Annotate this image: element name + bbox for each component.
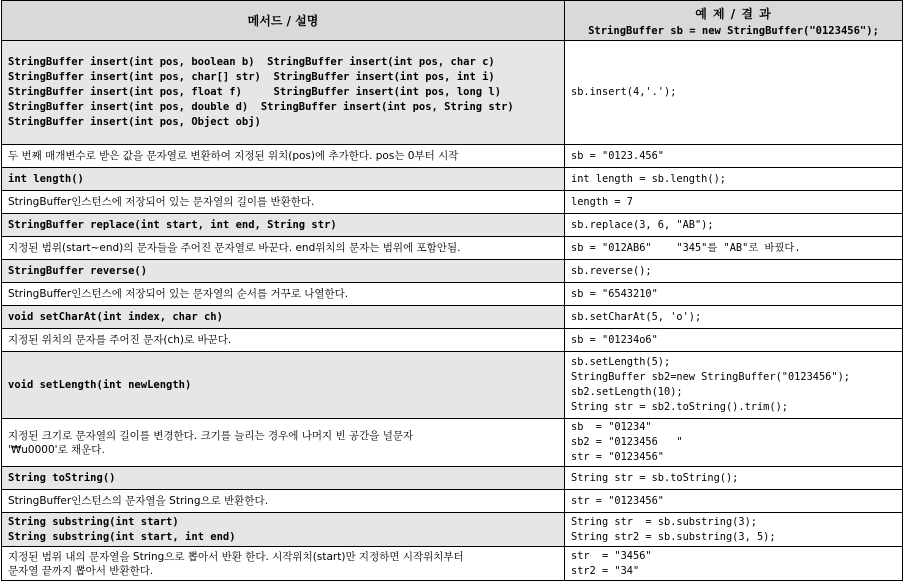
example-code-line: sb.reverse(); [571, 264, 652, 277]
method-signature [2, 214, 565, 237]
example-result-line: str = "3456" [571, 549, 652, 562]
example-code-line: String str2 = sb.substring(3, 5); [571, 530, 776, 543]
example-result-line: str = "0123456" [571, 494, 664, 507]
method-signature [2, 260, 565, 283]
header-example-result [565, 1, 903, 41]
method-signature-line: String substring(int start, int end) [8, 530, 236, 543]
method-description [2, 191, 565, 214]
method-signature-line: StringBuffer reverse() [8, 264, 148, 277]
example-result-line: str2 = "34" [571, 564, 640, 577]
example-code-line: int length = sb.length(); [571, 172, 726, 185]
example-result [565, 191, 903, 214]
description-row [2, 547, 903, 581]
method-row [2, 352, 903, 419]
example-result [565, 145, 903, 168]
description-row [2, 419, 903, 467]
method-row [2, 467, 903, 490]
method-description [2, 547, 565, 581]
example-result [565, 283, 903, 306]
example-result-line: sb = "0123.456" [571, 149, 664, 162]
method-description-line: 지정된 범위 내의 문자열을 String으로 뽑아서 반환 한다. 시작위치(start)만 지정하면 시작위치부터 [8, 550, 464, 563]
header-example-title: 예 제 / 결 과 [695, 6, 772, 21]
method-signature-line: StringBuffer insert(int pos, boolean b) StringBuffer insert(int pos, char c) [8, 56, 495, 68]
method-description-line: '₩u0000'로 채운다. [8, 443, 105, 456]
example-result [565, 419, 903, 467]
method-row [2, 260, 903, 283]
example-result [565, 237, 903, 260]
method-signature-line: StringBuffer insert(int pos, double d) StringBuffer insert(int pos, String str) [8, 101, 514, 113]
example-code-line: sb.setCharAt(5, 'o'); [571, 310, 702, 323]
method-description-line: 지정된 크기로 문자열의 길이를 변경한다. 크기를 늘리는 경우에 나머지 빈 공간을 널문자 [8, 429, 414, 442]
method-description [2, 145, 565, 168]
example-code-line: sb.insert(4,'.'); [571, 86, 677, 98]
example-code [565, 41, 903, 145]
method-signature-line: String toString() [8, 471, 116, 484]
method-row [2, 513, 903, 547]
description-row [2, 237, 903, 260]
method-signature-line: StringBuffer insert(int pos, float f) StringBuffer insert(int pos, long l) [8, 86, 502, 98]
method-description [2, 329, 565, 352]
description-row [2, 283, 903, 306]
method-signature-line: StringBuffer insert(int pos, char[] str) StringBuffer insert(int pos, int i) [8, 71, 495, 83]
example-code [565, 306, 903, 329]
example-code-line: StringBuffer sb2=new StringBuffer("0123456"); [571, 371, 850, 383]
method-signature-line: String substring(int start) [8, 515, 179, 528]
header-method-description: 메서드 / 설명 [2, 1, 565, 41]
description-row [2, 191, 903, 214]
method-description-line: StringBuffer인스턴스에 저장되어 있는 문자열의 길이를 반환한다. [8, 196, 315, 208]
method-description-line: 지정된 범위(start~end)의 문자들을 주어진 문자열로 바꾼다. end위치의 문자는 범위에 포함안됨. [8, 242, 461, 254]
method-signature [2, 352, 565, 419]
method-row [2, 306, 903, 329]
example-result [565, 547, 903, 581]
method-row [2, 214, 903, 237]
method-signature [2, 306, 565, 329]
example-code [565, 467, 903, 490]
header-row [2, 1, 903, 41]
example-result-line: length = 7 [571, 195, 633, 208]
method-signature [2, 467, 565, 490]
method-description-line: 두 번째 매개변수로 받은 값을 문자열로 변환하여 지정된 위치(pos)에 추가한다. pos는 0부터 시작 [8, 150, 459, 162]
method-signature [2, 513, 565, 547]
method-row [2, 41, 903, 145]
method-signature-line: void setCharAt(int index, char ch) [8, 310, 223, 323]
example-result [565, 490, 903, 513]
method-signature [2, 168, 565, 191]
method-signature-line: StringBuffer replace(int start, int end, String str) [8, 218, 337, 231]
method-signature-line: StringBuffer insert(int pos, Object obj) [8, 116, 261, 128]
example-code-line: sb.setLength(5); [571, 356, 671, 368]
description-row [2, 490, 903, 513]
example-code [565, 168, 903, 191]
method-description [2, 490, 565, 513]
method-description-line: StringBuffer인스턴스의 문자열을 String으로 반환한다. [8, 495, 269, 507]
example-code-line: sb2.setLength(10); [571, 386, 683, 398]
example-code-line: String str = sb.toString(); [571, 471, 739, 484]
example-result-line: sb2 = "0123456 " [571, 436, 683, 448]
example-result [565, 329, 903, 352]
method-signature-line: void setLength(int newLength) [8, 378, 192, 391]
string-buffer-method-table [1, 0, 903, 581]
method-description-line: 문자열 끝까지 뽑아서 반환한다. [8, 564, 154, 577]
method-description [2, 283, 565, 306]
example-code [565, 214, 903, 237]
method-description [2, 419, 565, 467]
example-result-line: sb = "01234o6" [571, 333, 658, 346]
method-description-line: 지정된 위치의 문자를 주어진 문자(ch)로 바꾼다. [8, 334, 232, 346]
example-code [565, 352, 903, 419]
example-code-line: String str = sb2.toString().trim(); [571, 401, 788, 413]
description-row [2, 145, 903, 168]
method-signature-line: int length() [8, 172, 84, 185]
example-result-line: sb = "6543210" [571, 287, 658, 300]
header-example-code: StringBuffer sb = new StringBuffer("0123456"); [588, 24, 879, 37]
method-description [2, 237, 565, 260]
example-result-line: str = "0123456" [571, 451, 664, 463]
method-row [2, 168, 903, 191]
description-row [2, 329, 903, 352]
example-code [565, 513, 903, 547]
method-description-line: StringBuffer인스턴스에 저장되어 있는 문자열의 순서를 거꾸로 나열한다. [8, 288, 349, 300]
example-code-line: String str = sb.substring(3); [571, 515, 757, 528]
example-code [565, 260, 903, 283]
example-code-line: sb.replace(3, 6, "AB"); [571, 218, 714, 231]
example-result-line: sb = "01234" [571, 421, 652, 433]
method-signature [2, 41, 565, 145]
example-result-line: sb = "012AB6" "345"를 "AB"로 바꿨다. [571, 241, 801, 254]
